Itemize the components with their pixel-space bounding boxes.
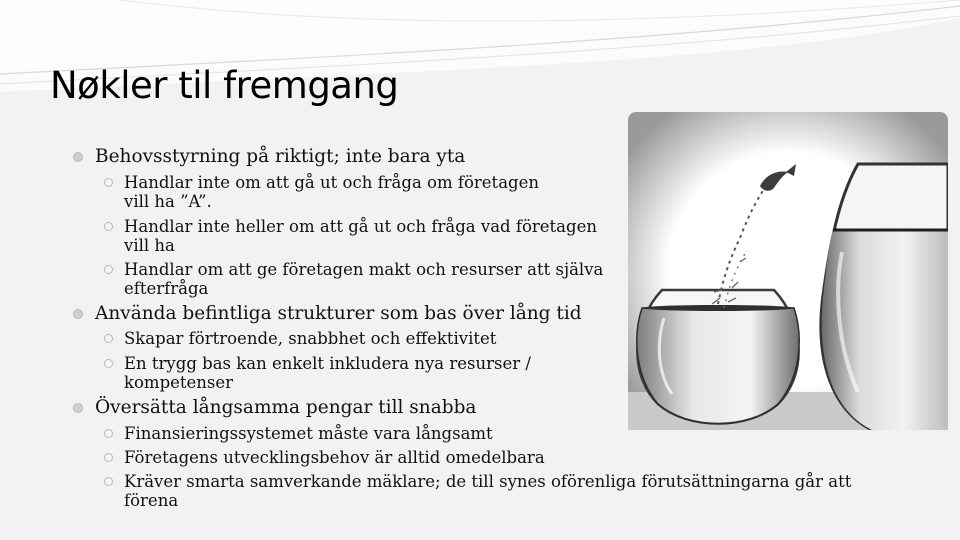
sub-bullet-item: Skapar förtroende, snabbhet och effektivitet (124, 329, 497, 348)
bullet-marker (73, 152, 83, 162)
sub-bullet-marker (104, 359, 113, 368)
sub-bullet-marker (104, 178, 113, 187)
sub-bullet-item-continued: efterfråga (124, 279, 209, 298)
sub-bullet-item: Kräver smarta samverkande mäklare; de till synes oförenliga förutsättningarna går att (124, 472, 852, 491)
sub-bullet-item-continued: vill ha (124, 236, 175, 255)
fishbowl-jump-image (628, 112, 948, 430)
bullet-item: Använda befintliga strukturer som bas över lång tid (95, 303, 582, 324)
slide-title: Nøkler til fremgang (50, 64, 399, 107)
sub-bullet-marker (104, 265, 113, 274)
sub-bullet-item: Handlar om att ge företagen makt och resurser att själva (124, 260, 604, 279)
sub-bullet-marker (104, 453, 113, 462)
sub-bullet-item: Handlar inte heller om att gå ut och fråga vad företagen (124, 217, 597, 236)
sub-bullet-item-continued: vill ha ”A”. (124, 192, 212, 211)
sub-bullet-item: Företagens utvecklingsbehov är alltid omedelbara (124, 448, 545, 467)
sub-bullet-marker (104, 429, 113, 438)
sub-bullet-marker (104, 477, 113, 486)
sub-bullet-item-continued: förena (124, 491, 179, 510)
sub-bullet-item-continued: kompetenser (124, 373, 234, 392)
bullet-marker (73, 403, 83, 413)
sub-bullet-item: En trygg bas kan enkelt inkludera nya resurser / (124, 354, 531, 373)
bullet-marker (73, 309, 83, 319)
sub-bullet-item: Handlar inte om att gå ut och fråga om företagen (124, 173, 539, 192)
sub-bullet-marker (104, 334, 113, 343)
bullet-item: Översätta långsamma pengar till snabba (95, 397, 477, 418)
bullet-item: Behovsstyrning på riktigt; inte bara yta (95, 146, 466, 167)
sub-bullet-marker (104, 222, 113, 231)
sub-bullet-item: Finansieringssystemet måste vara långsamt (124, 424, 493, 443)
